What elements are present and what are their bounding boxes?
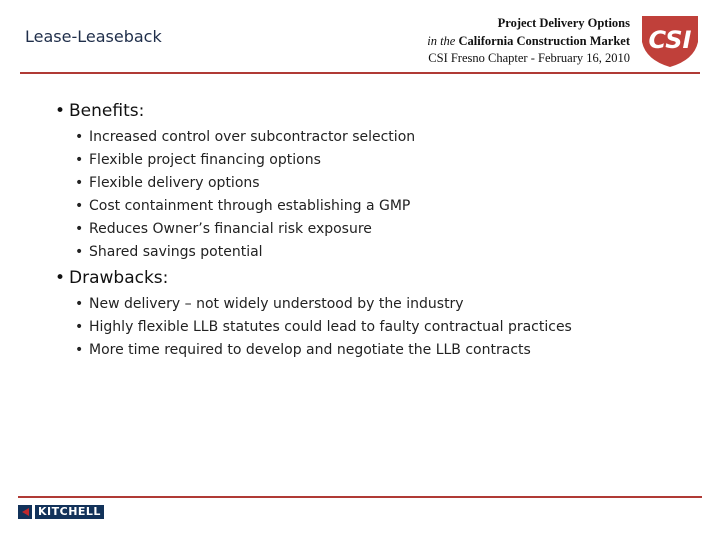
footer-divider xyxy=(18,496,702,498)
kitchell-mark-icon xyxy=(18,505,32,519)
list-item: • Flexible delivery options xyxy=(75,175,260,191)
header-line3: CSI Fresno Chapter - February 16, 2010 xyxy=(428,51,630,65)
list-item: • Cost containment through establishing a GMP xyxy=(75,198,411,214)
header-info xyxy=(427,15,630,68)
csi-logo xyxy=(640,12,700,68)
list-item-text: Increased control over subcontractor selection xyxy=(89,129,416,145)
list-item: • Increased control over subcontractor selection xyxy=(75,129,416,145)
list-item: • Highly flexible LLB statutes could lead to faulty contractual practices xyxy=(75,319,572,335)
header-line1: Project Delivery Options xyxy=(497,16,630,30)
list-item-text: Flexible delivery options xyxy=(89,175,260,191)
header-line2-italic: in the xyxy=(427,33,456,48)
header-line2-bold: California Construction Market xyxy=(458,33,630,48)
svg-text:CSI: CSI xyxy=(648,26,692,54)
list-item: • Reduces Owner’s financial risk exposure xyxy=(75,221,372,237)
list-item-text: Highly flexible LLB statutes could lead to faulty contractual practices xyxy=(89,319,572,335)
kitchell-wordmark: KITCHELL xyxy=(35,505,104,519)
list-item: • Shared savings potential xyxy=(75,244,263,260)
drawbacks-heading-text: Drawbacks: xyxy=(69,268,169,288)
list-item: • New delivery – not widely understood by the industry xyxy=(75,296,464,312)
benefits-heading-text: Benefits: xyxy=(69,101,145,121)
list-item-text: Cost containment through establishing a GMP xyxy=(89,198,411,214)
list-item-text: Flexible project financing options xyxy=(89,152,321,168)
list-item-text: New delivery – not widely understood by the industry xyxy=(89,296,464,312)
slide-title: Lease-Leaseback xyxy=(25,27,162,46)
header-divider xyxy=(20,72,700,74)
list-item: • Flexible project financing options xyxy=(75,152,321,168)
drawbacks-heading: • Drawbacks: xyxy=(55,268,169,288)
list-item-text: Shared savings potential xyxy=(89,244,263,260)
kitchell-logo xyxy=(18,505,104,519)
list-item-text: More time required to develop and negotiate the LLB contracts xyxy=(89,342,531,358)
list-item-text: Reduces Owner’s financial risk exposure xyxy=(89,221,372,237)
list-item: • More time required to develop and negotiate the LLB contracts xyxy=(75,342,531,358)
benefits-heading: • Benefits: xyxy=(55,101,145,121)
